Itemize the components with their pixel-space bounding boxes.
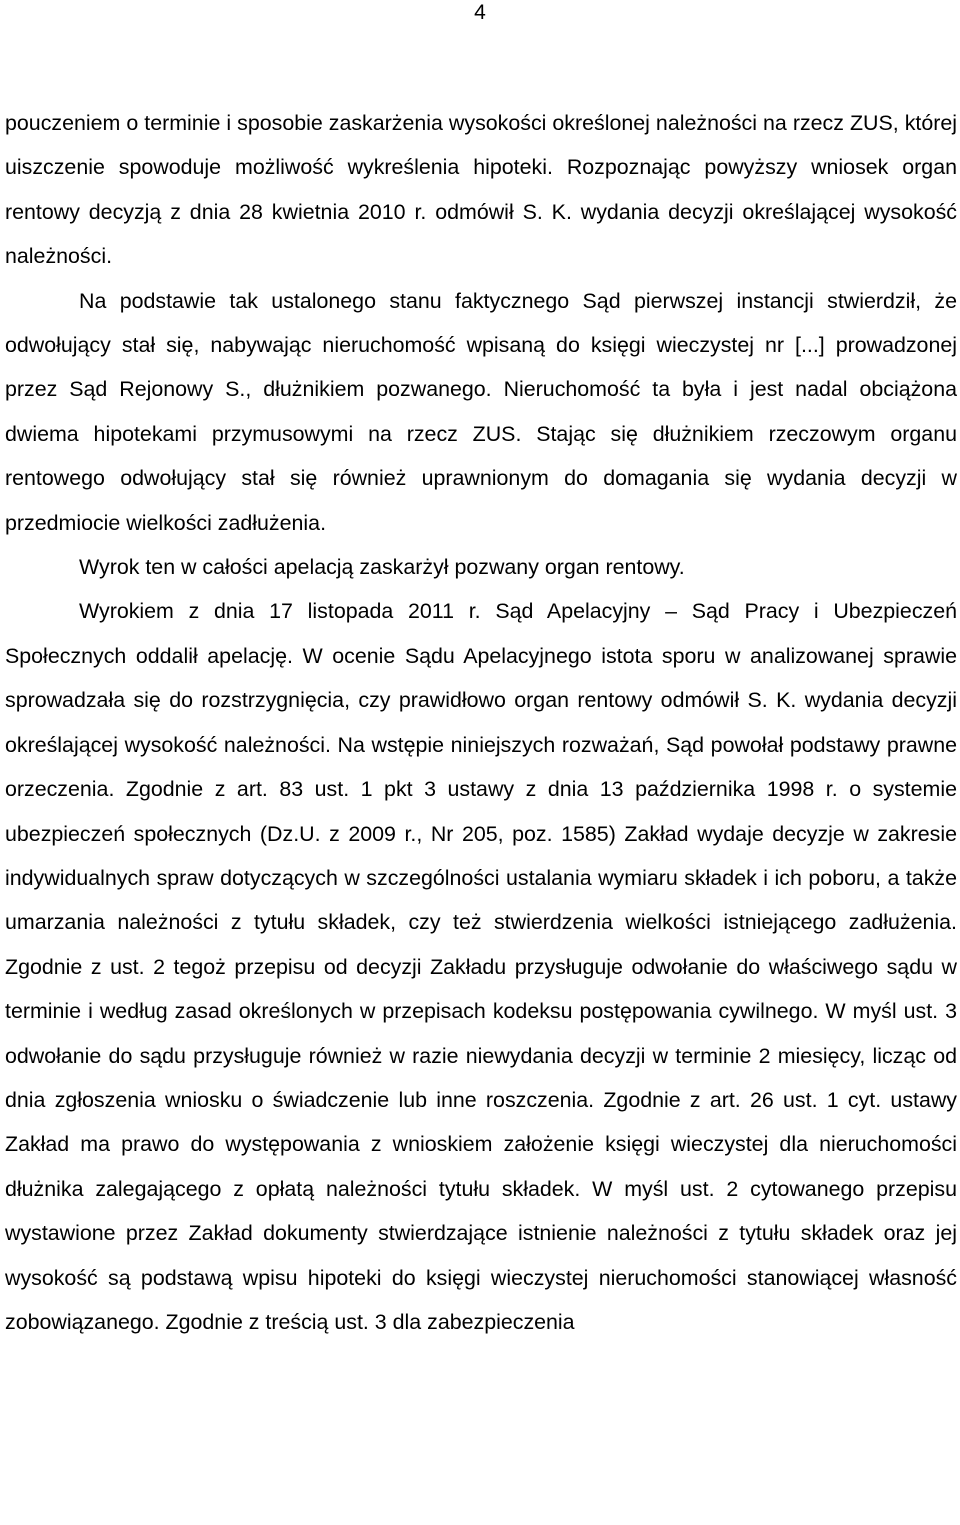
- document-body: [5, 101, 957, 1344]
- paragraph-intro: pouczeniem o terminie i sposobie zaskarżenia wysokości określonej należności na rzecz ZUS, której uiszczenie spowoduje możliwość wykreślenia hipoteki. Rozpoznając powyższy wniosek organ rentowy decyzją z dnia 28 kwietnia 2010 r. odmówił S. K. wydania decyzji określającej wysokość należności.: [5, 111, 957, 269]
- paragraph-appeal: Wyrok ten w całości apelacją zaskarżył pozwany organ rentowy.: [79, 555, 685, 580]
- paragraph-first-instance-findings: Na podstawie tak ustalonego stanu faktycznego Sąd pierwszej instancji stwierdził, że odwołujący stał się, nabywając nieruchomość wpisaną do księgi wieczystej nr [...] prowadzonej przez Sąd Rejonowy S., dłużnikiem pozwanego. Nieruchomość ta była i jest nadal obciążona dwiema hipotekami przymusowymi na rzecz ZUS. Stając się dłużnikiem rzeczowym organu rentowego odwołujący stał się również uprawnionym do domagania się wydania decyzji w przedmiocie wielkości zadłużenia.: [5, 288, 957, 535]
- paragraph-appellate-judgment: Wyrokiem z dnia 17 listopada 2011 r. Sąd Apelacyjny – Sąd Pracy i Ubezpieczeń Społecznych oddalił apelację. W ocenie Sądu Apelacyjnego istota sporu w analizowanej sprawie sprowadzała się do rozstrzygnięcia, czy prawidłowo organ rentowy odmówił S. K. wydania decyzji określającej wysokość należności. Na wstępie niniejszych rozważań, Sąd powołał podstawy prawne orzeczenia. Zgodnie z art. 83 ust. 1 pkt 3 ustawy z dnia 13 października 1998 r. o systemie ubezpieczeń społecznych (Dz.U. z 2009 r., Nr 205, poz. 1585) Zakład wydaje decyzje w zakresie indywidualnych spraw dotyczących w szczególności ustalania wymiaru składek i ich poboru, a także umarzania należności z tytułu składek, czy też stwierdzenia wielkości istniejącego zadłużenia. Zgodnie z ust. 2 tegoż przepisu od decyzji Zakładu przysługuje odwołanie do właściwego sądu w terminie i według zasad określonych w przepisach kodeksu postępowania cywilnego. W myśl ust. 3 odwołanie do sądu przysługuje również w razie niewydania decyzji w terminie 2 miesięcy, licząc od dnia zgłoszenia wniosku o świadczenie lub inne roszczenia. Zgodnie z art. 26 ust. 1 cyt. ustawy Zakład ma prawo do występowania z wnioskiem założenie księgi wieczystej dla nieruchomości dłużnika zalegającego z opłatą należności tytułu składek. W myśl ust. 2 cytowanego przepisu wystawione przez Zakład dokumenty stwierdzające istnienie należności z tytułu składek oraz jej wysokość są podstawą wpisu hipoteki do księgi wieczystej nieruchomości stanowiącej własność zobowiązanego. Zgodnie z treścią ust. 3 dla zabezpieczenia: [5, 599, 957, 1334]
- page-number: 4: [474, 1, 486, 24]
